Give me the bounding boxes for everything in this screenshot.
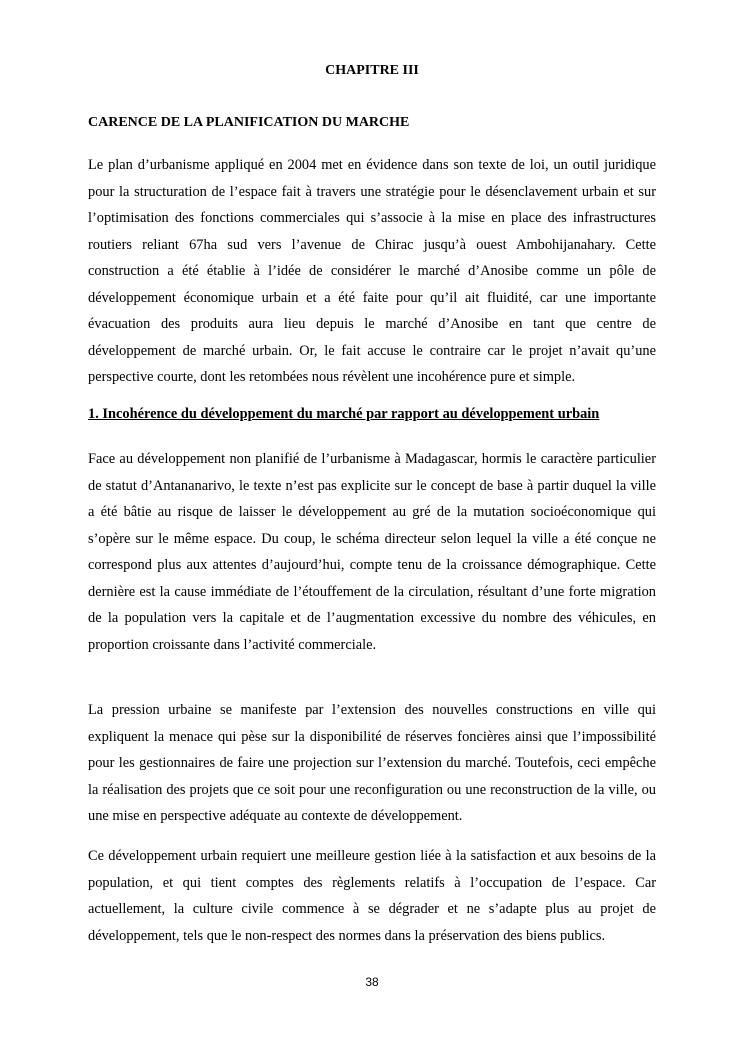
- paragraph-development: Face au développement non planifié de l’urbanisme à Madagascar, hormis le caractère particulier de statut d’Antananarivo, le texte n’est pas explicite sur le concept de base à partir duquel la ville a été bâtie au risque de laisser le développement au gré de la mutation socioéconomique qui s’opère sur le même espace. Du coup, le schéma directeur selon lequel la ville a été conçue ne correspond plus aux attentes d’aujourd’hui, compte tenu de la croissance démographique. Cette dernière est la cause immédiate de l’étouffement de la circulation, résultant d’une forte migration de la population vers la capitale et de l’augmentation excessive du nombre des véhicules, en proportion croissante dans l’activité commerciale.: [88, 451, 656, 653]
- paragraph-urban-pressure: La pression urbaine se manifeste par l’extension des nouvelles constructions en ville qui expliquent la menace qui pèse sur la disponibilité de réserves foncières ainsi que l’impossibilité pour les gestionnaires de faire une projection sur l’extension du marché. Toutefois, ceci empêche la réalisation des projets que ce soit pour une reconfiguration ou une reconstruction de la ville, ou une mise en perspective adéquate au contexte de développement.: [88, 702, 656, 824]
- paragraph-intro: Le plan d’urbanisme appliqué en 2004 met en évidence dans son texte de loi, un outil juridique pour la structuration de l’espace fait à travers une stratégie pour le désenclavement urbain et sur l’optimisation des fonctions commerciales qui s’associe à la mise en place des infrastructures routiers reliant 67ha sud vers l’avenue de Chirac jusqu’à ouest Ambohijanahary. Cette construction a été établie à l’idée de considérer le marché d’Anosibe comme un pôle de développement économique urbain et a été faite pour qu’il ait fluidité, car une importante évacuation des produits aura lieu depuis le marché d’Anosibe en tant que centre de développement de marché urbain. Or, le fait accuse le contraire car le projet n’avait qu’une perspective courte, dont les retombées nous révèlent une incohérence pure et simple.: [88, 157, 656, 385]
- subheading-incoherence: 1. Incohérence du développement du marché par rapport au développement urbain: [88, 406, 600, 422]
- page-number: 38: [365, 975, 379, 989]
- paragraph-urban-management: Ce développement urbain requiert une meilleure gestion liée à la satisfaction et aux besoins de la population, et qui tient comptes des règlements relatifs à l’occupation de l’espace. Car actuellement, la culture civile commence à se dégrader et ne s’adapte plus au projet de développement, tels que le non-respect des normes dans la préservation des biens publics.: [88, 848, 656, 944]
- section-title: CARENCE DE LA PLANIFICATION DU MARCHE: [88, 115, 410, 130]
- chapter-label: CHAPITRE III: [325, 63, 419, 78]
